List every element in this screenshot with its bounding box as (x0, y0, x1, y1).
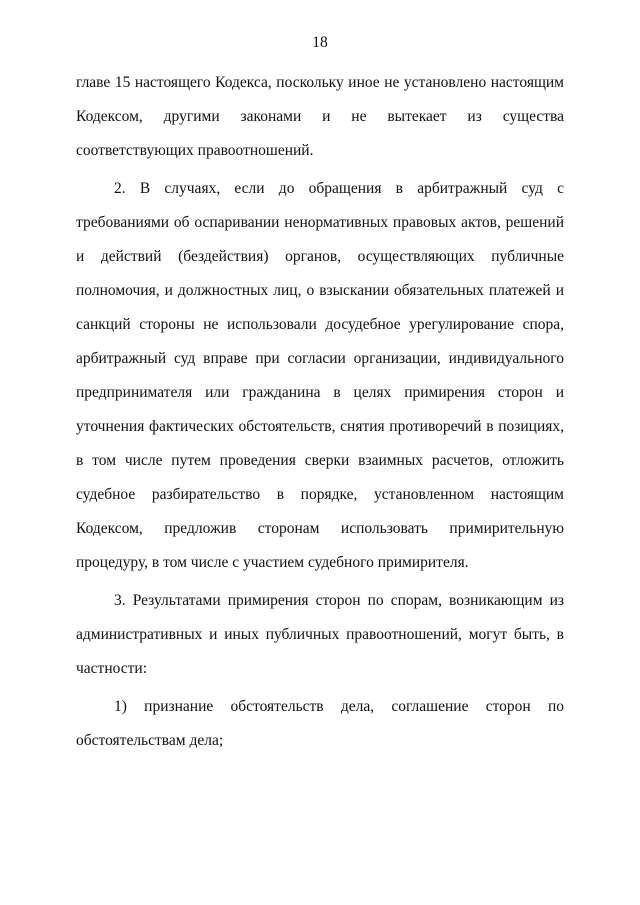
paragraph-subitem-1: 1) признание обстоятельств дела, соглашение сторон по обстоятельствам дела; (76, 698, 564, 749)
paragraph-item-3: 3. Результатами примирения сторон по спорам, возникающим из административных и иных публичных правоотношений, могут быть, в частности: (76, 592, 564, 677)
paragraph-continuation: главе 15 настоящего Кодекса, поскольку иное не установлено настоящим Кодексом, другими законами и не вытекает из существа соответствующих правоотношений. (76, 74, 564, 159)
page-number: 18 (312, 34, 328, 51)
document-body (76, 66, 564, 758)
paragraph-item-2: 2. В случаях, если до обращения в арбитражный суд с требованиями об оспаривании ненормативных правовых актов, решений и действий (бездействия) органов, осуществляющих публичные полномочия, и должностных лиц, о взыскании обязательных платежей и санкций стороны не использовали досудебное урегулирование спора, арбитражный суд вправе при согласии организации, индивидуального предпринимателя или гражданина в целях примирения сторон и уточнения фактических обстоятельств, снятия противоречий в позициях, в том числе путем проведения сверки взаимных расчетов, отложить судебное разбирательство в порядке, установленном настоящим Кодексом, предложив сторонам использовать примирительную процедуру, в том числе с участием судебного примирителя. (76, 180, 564, 571)
